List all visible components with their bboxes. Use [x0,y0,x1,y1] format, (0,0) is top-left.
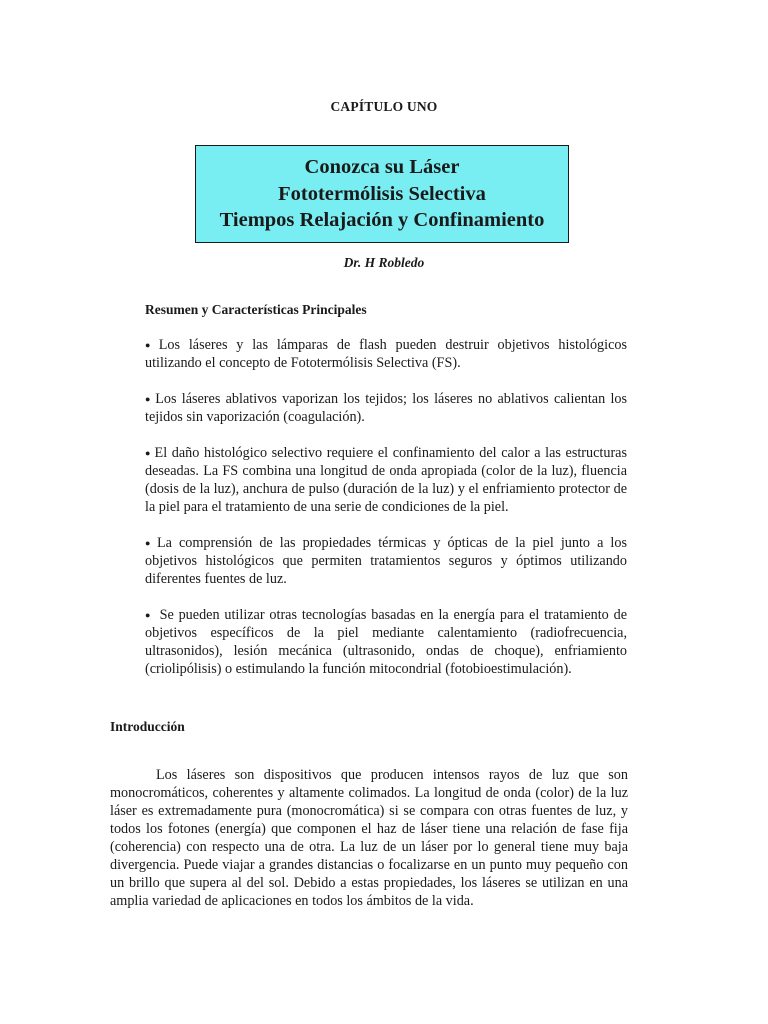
title-line-1: Conozca su Láser [304,156,460,179]
bullet-item [145,336,627,372]
bullet-item [145,444,627,516]
bullet-text: La comprensión de las propiedades térmicas y ópticas de la piel junto a los objetivos histológicos que permiten tratamientos seguros y óptimos utilizando diferentes fuentes de luz. [145,535,627,587]
bullet-icon: ● [145,394,153,404]
author-name: Dr. H Robledo [343,255,425,270]
introduction-paragraph: Los láseres son dispositivos que producen intensos rayos de luz que son monocromáticos, coherentes y altamente colimados. La longitud de onda (color) de la luz láser es extremadamente pura (monocromática) si se compara con otras fuentes de luz, y todos los fotones (energía) que componen el haz de láser tiene una relación de fase fija (coherencia) con respecto una de otra. La luz de un láser por lo general tiene muy baja divergencia. Puede viajar a grandes distancias o focalizarse en un punto muy pequeño con un brillo que supera al del sol. Debido a estas propiedades, los láseres se utilizan en una amplia variedad de aplicaciones en todos los ámbitos de la vida. [110,767,628,910]
bullet-icon: ● [145,610,152,620]
bullet-text: Los láseres ablativos vaporizan los tejidos; los láseres no ablativos calientan los tejidos sin vaporización (coagulación). [145,391,627,425]
summary-heading: Resumen y Características Principales [145,302,367,317]
title-line-3: Tiempos Relajación y Confinamiento [219,209,545,232]
title-box [195,145,569,243]
bullet-icon: ● [145,448,152,458]
title-line-2: Fototermólisis Selectiva [278,182,486,205]
bullet-item [145,534,627,588]
bullet-text: Los láseres y las lámparas de flash pueden destruir objetivos histológicos utilizando el concepto de Fototermólisis Selectiva (FS). [145,337,627,371]
bullet-item [145,390,627,426]
chapter-label: CAPÍTULO UNO [330,99,438,114]
bullet-text: Se pueden utilizar otras tecnologías basadas en la energía para el tratamiento de objetivos específicos de la piel mediante calentamiento (radiofrecuencia, ultrasonidos), lesión mecánica (ultrasonido, ondas de choque), enfriamiento (criolipólisis) o estimulando la función mitocondrial (fotobioestimulación). [145,607,628,677]
bullet-text: El daño histológico selectivo requiere el confinamiento del calor a las estructuras deseadas. La FS combina una longitud de onda apropiada (color de la luz), fluencia (dosis de la luz), anchura de pulso (duración de la luz) y el enfriamiento protector de la piel para el tratamiento de una serie de condiciones de la piel. [145,445,627,515]
bullet-icon: ● [145,340,156,350]
introduction-heading: Introducción [110,719,185,734]
summary-bullet-list [145,336,627,696]
bullet-icon: ● [145,538,154,548]
bullet-item [145,606,627,678]
